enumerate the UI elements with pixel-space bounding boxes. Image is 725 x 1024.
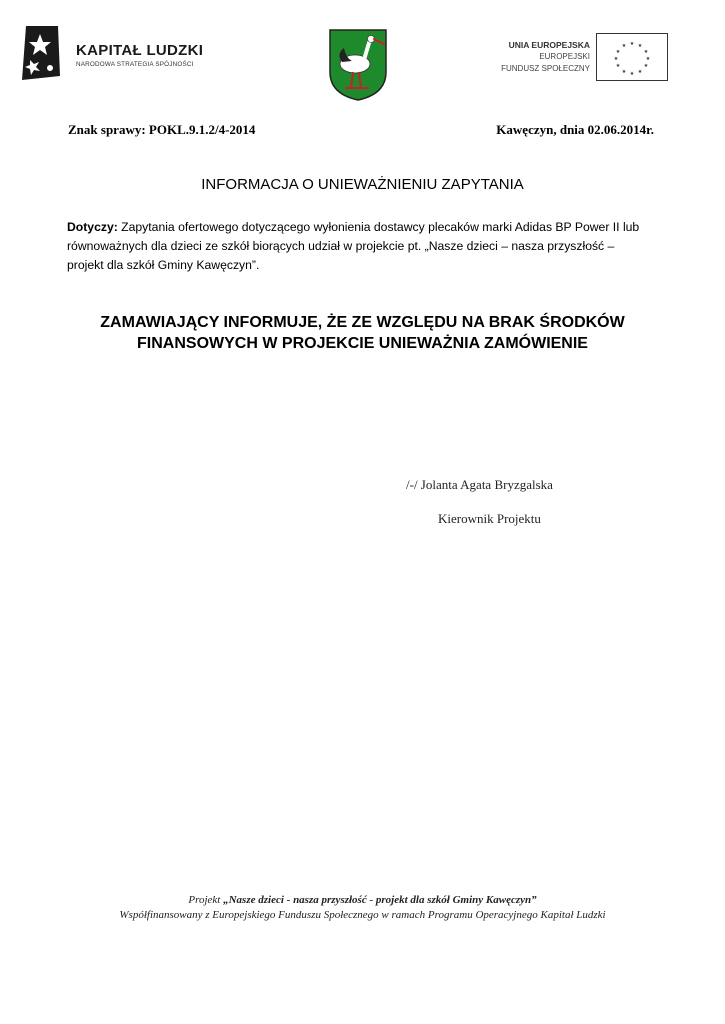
svg-text:★: ★ [615,63,621,69]
signature-name: /-/ Jolanta Agata Bryzgalska [406,477,553,492]
place-and-date: Kawęczyn, dnia 02.06.2014r. [496,122,654,137]
eu-logo-line2: EUROPEJSKI [539,52,590,61]
document-heading: INFORMACJA O UNIEWAŻNIENIU ZAPYTANIA [201,176,524,193]
svg-text:★: ★ [637,69,643,75]
footer-project-line [0,893,725,908]
svg-text:★: ★ [615,49,621,55]
eu-flag-stars-icon [596,33,668,81]
svg-text:★: ★ [643,49,649,55]
kapital-ludzki-subtitle: NARODOWA STRATEGIA SPÓJNOŚCI [76,61,194,68]
eu-logo-line3: FUNDUSZ SPOŁECZNY [501,64,590,73]
svg-text:★: ★ [629,71,635,77]
case-number: Znak sprawy: POKL.9.1.2/4-2014 [68,122,256,137]
eu-logo-text [501,39,590,75]
svg-text:★: ★ [643,63,649,69]
svg-text:★: ★ [637,43,643,49]
svg-text:★: ★ [621,69,627,75]
kapital-ludzki-star-icon [20,24,64,82]
svg-text:★: ★ [629,41,635,47]
eu-logo [496,33,668,81]
signature-role: Kierownik Projektu [438,511,541,526]
page-footer [0,893,725,923]
subject-text: Zapytania ofertowego dotyczącego wyłonienia dostawcy plecaków marki Adidas BP Power II lub równoważnych dla dzieci ze szkół biorących udział w projekcie pt. „Nasze dzieci – nasza przyszłość – projekt dla szkół Gminy Kawęczyn”. [67,220,640,272]
coat-of-arms-stork [328,28,388,102]
kapital-ludzki-title: KAPITAŁ LUDZKI [76,42,204,59]
cancellation-announcement: ZAMAWIAJĄCY INFORMUJE, ŻE ZE WZGLĘDU NA BRAK ŚRODKÓW FINANSOWYCH W PROJEKCIE UNIEWAŻNIA ZAMÓWIENIE [100,314,625,352]
kapital-ludzki-logo [20,24,220,82]
footer-cofinancing: Współfinansowany z Europejskiego Funduszu Społecznego w ramach Programu Operacyjnego Kapitał Ludzki [119,909,606,921]
subject-label: Dotyczy: [67,220,118,234]
footer-project-prefix: Projekt [188,894,224,906]
svg-text:★: ★ [613,56,619,62]
svg-text:★: ★ [645,56,651,62]
eu-logo-line1: UNIA EUROPEJSKA [508,40,590,50]
svg-text:★: ★ [621,43,627,49]
footer-project-name: „Nasze dzieci - nasza przyszłość - projekt dla szkół Gminy Kawęczyn” [223,894,537,906]
subject-paragraph [67,218,647,275]
